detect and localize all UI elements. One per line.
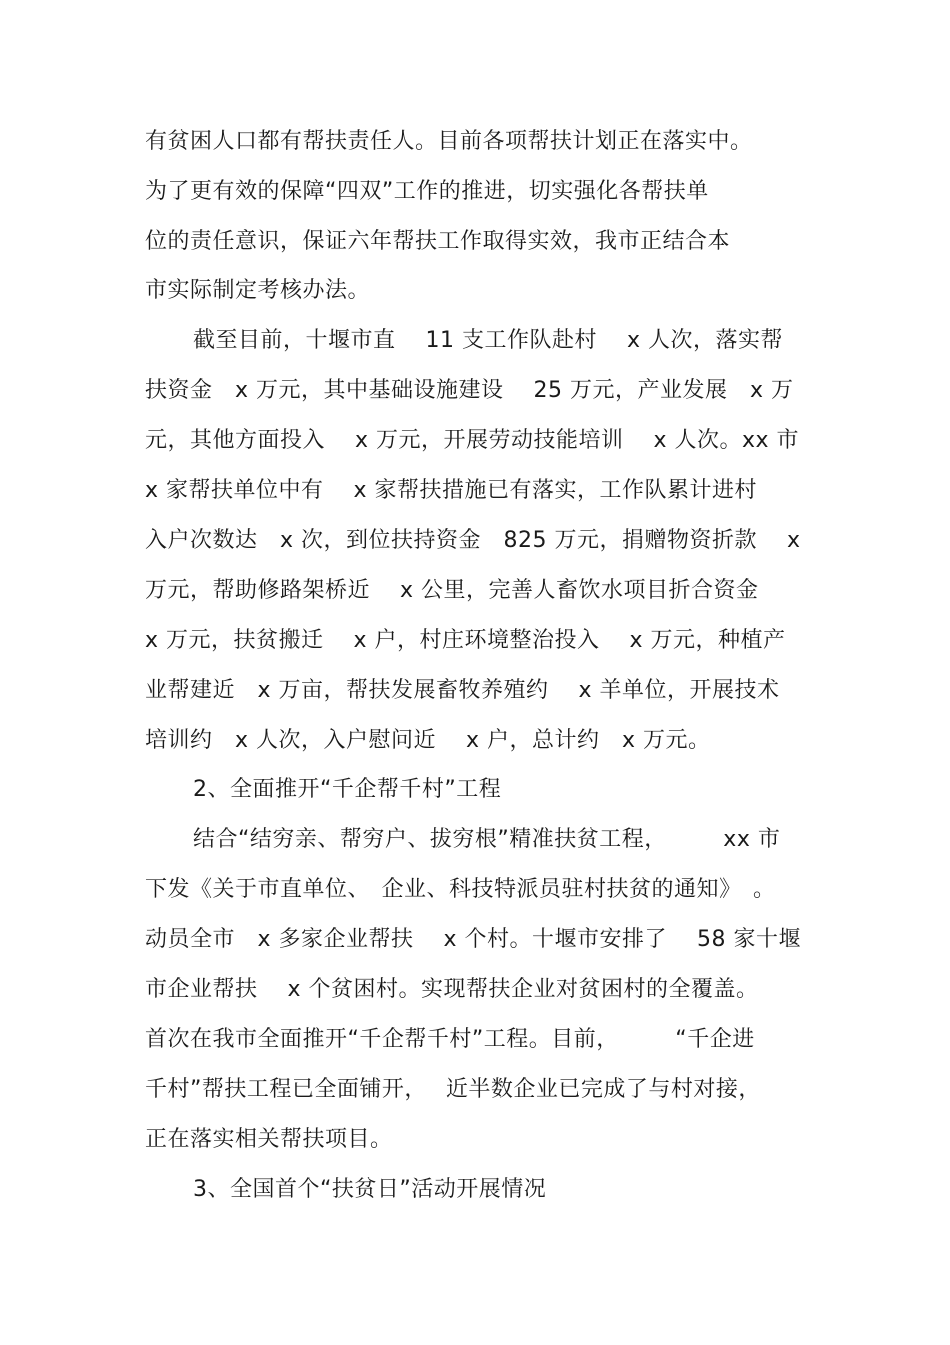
text-line: 市实际制定考核办法。 — [145, 278, 371, 303]
text-line: 培训约 x 人次，入户慰问近 x 户，总计约 x 万元。 — [145, 728, 711, 753]
section-heading: 3、全国首个“扶贫日”活动开展情况 — [193, 1177, 547, 1202]
text-line: 首次在我市全面推开“千企帮千村”工程。目前， “千企进 — [145, 1027, 755, 1052]
section-heading: 2、全面推开“千企帮千村”工程 — [193, 777, 502, 802]
text-line: 结合“结穷亲、帮穷户、拔穷根”精准扶贫工程， xx 市 — [193, 827, 781, 852]
text-line: 截至目前，十堰市直 11 支工作队赴村 x 人次，落实帮 — [193, 328, 783, 353]
text-line: 正在落实相关帮扶项目。 — [145, 1127, 393, 1152]
text-line: 万元，帮助修路架桥近 x 公里，完善人畜饮水项目折合资金 — [145, 578, 759, 603]
text-line: 业帮建近 x 万亩，帮扶发展畜牧养殖约 x 羊单位，开展技术 — [145, 678, 780, 703]
text-line: 为了更有效的保障“四双”工作的推进，切实强化各帮扶单 — [145, 179, 709, 204]
text-line: x 家帮扶单位中有 x 家帮扶措施已有落实，工作队累计进村 — [145, 478, 758, 503]
text-line: 市企业帮扶 x 个贫困村。实现帮扶企业对贫困村的全覆盖。 — [145, 977, 759, 1002]
text-line: x 万元，扶贫搬迁 x 户，村庄环境整治投入 x 万元，种植产 — [145, 628, 786, 653]
text-line: 千村”帮扶工程已全面铺开， 近半数企业已完成了与村对接， — [145, 1077, 761, 1102]
text-line: 扶资金 x 万元，其中基础设施建设 25 万元，产业发展 x 万 — [145, 378, 794, 403]
text-line: 元，其他方面投入 x 万元，开展劳动技能培训 x 人次。xx 市 — [145, 428, 800, 453]
text-line: 位的责任意识，保证六年帮扶工作取得实效，我市正结合本 — [145, 229, 731, 254]
text-line: 动员全市 x 多家企业帮扶 x 个村。十堰市安排了 58 家十堰 — [145, 927, 802, 952]
text-line: 有贫困人口都有帮扶责任人。目前各项帮扶计划正在落实中。 — [145, 129, 753, 154]
text-line: 入户次数达 x 次，到位扶持资金 825 万元，捐赠物资折款 x — [145, 528, 801, 553]
text-line: 下发《关于市直单位、 企业、科技特派员驻村扶贫的通知》 。 — [145, 877, 776, 902]
